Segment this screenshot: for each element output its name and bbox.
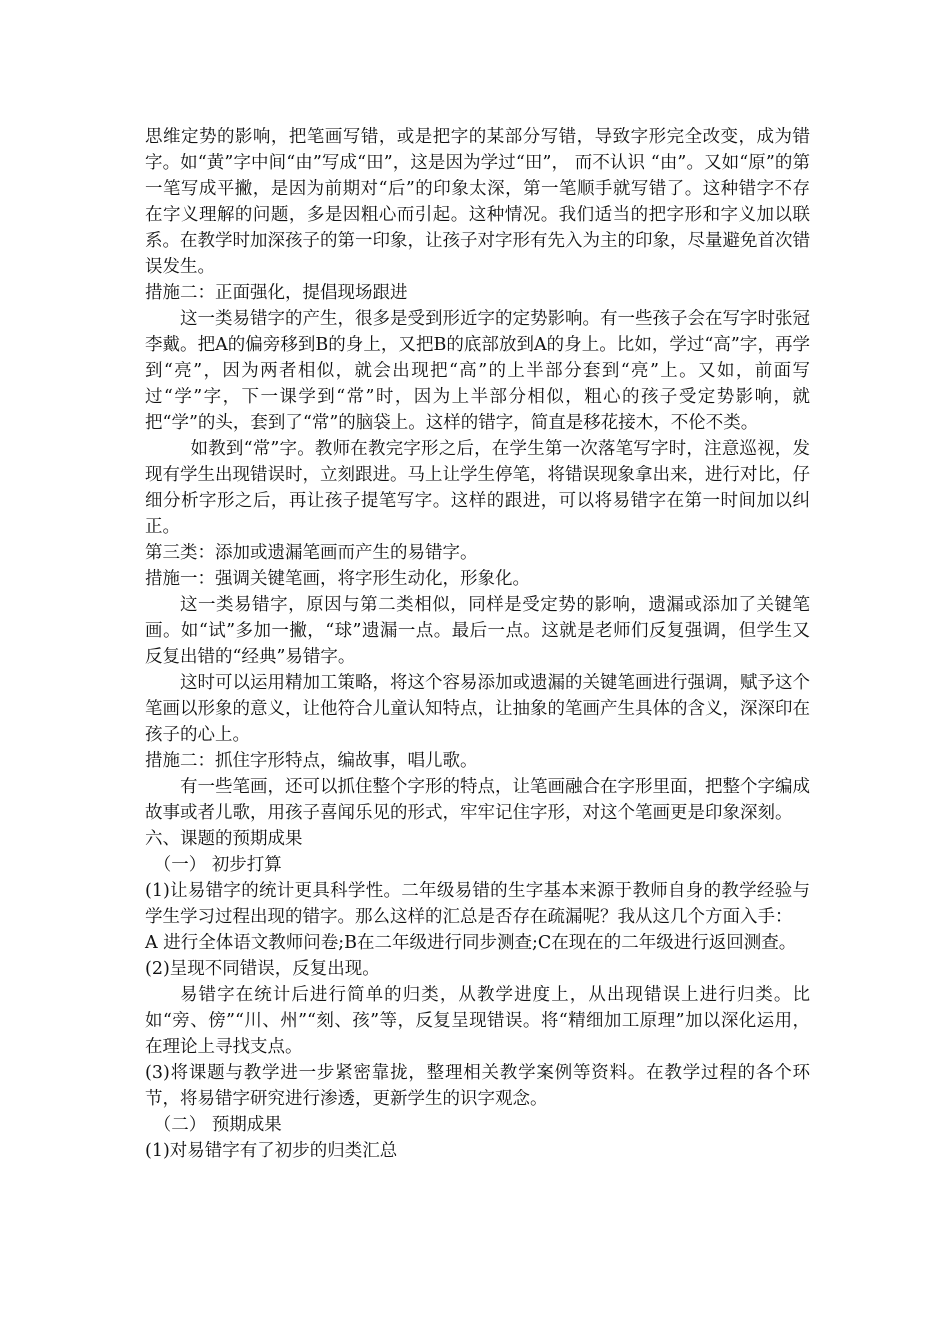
heading-measure-one: 措施一：强调关键笔画，将字形生动化，形象化。 (145, 569, 530, 589)
heading-expected-results: （二） 预期成果 (153, 1115, 282, 1135)
paragraph-elaboration: 这时可以运用精加工策略，将这个容易添加或遗漏的关键笔画进行强调，赋予这个笔画以形象的意义，让他符合儿童认知特点，让抽象的笔画产生具体的含义，深深印在孩子的心上。 (145, 673, 810, 745)
heading-measure-two: 措施二：正面强化，提倡现场跟进 (145, 283, 408, 303)
document-page (145, 124, 810, 1164)
heading-initial-plan: （一） 初步打算 (153, 855, 282, 875)
heading-measure-two-b: 措施二：抓住字形特点，编故事，唱儿歌。 (145, 751, 478, 771)
paragraph-example-chang: 如教到“常”字。教师在教完字形之后，在学生第一次落笔写字时，注意巡视，发现有学生出现错误时，立刻跟进。马上让学生停笔，将错误现象拿出来，进行对比，仔细分析字形之后，再让孩子提笔写字。这样的跟进，可以将易错字在第一时间加以纠正。 (145, 439, 810, 537)
heading-plan-two: (2)呈现不同错误，反复出现。 (145, 959, 380, 979)
paragraph-plan-methods: A 进行全体语文教师问卷;B在二年级进行同步测查;C在现在的二年级进行返回测查。 (145, 933, 797, 953)
heading-section-six: 六、课题的预期成果 (145, 829, 303, 849)
paragraph-classification: 易错字在统计后进行简单的归类，从教学进度上，从出现错误上进行归类。比如“旁、傍”“川、州”“刻、孩”等，反复呈现错误。将“精细加工原理”加以深化运用，在理论上寻找支点。 (145, 985, 810, 1057)
paragraph-plan-three: (3)将课题与教学进一步紧密靠拢，整理相关教学案例等资料。在教学过程的各个环节，将易错字研究进行渗透，更新学生的识字观念。 (145, 1063, 810, 1109)
paragraph-intro: 思维定势的影响，把笔画写错，或是把字的某部分写错，导致字形完全改变，成为错字。如“黄”字中间“由”写成“田”，这是因为学过“田”， 而不认识 “由”。又如“原”的第一笔写成平撇，是因为前期对“后”的印象太深，第一笔顺手就写错了。这种错字不存在字义理解的问题，多是因粗心而引起。这种情况。我们适当的把字形和字义加以联系。在教学时加深孩子的第一印象，让孩子对字形有先入为主的印象，尽量避免首次错误发生。 (145, 127, 810, 277)
heading-category-three: 第三类：添加或遗漏笔画而产生的易错字。 (145, 543, 478, 563)
paragraph-similar-chars: 这一类易错字的产生，很多是受到形近字的定势影响。有一些孩子会在写字时张冠李戴。把A的偏旁移到B的身上，又把B的底部放到A的身上。比如，学过“高”字，再学到“亮”，因为两者相似，就会出现把“高”的上半部分套到“亮”上。又如，前面写过“学”字，下一课学到“常”时，因为上半部分相似，粗心的孩子受定势影响，就把“学”的头，套到了“常”的脑袋上。这样的错字，简直是移花接木，不伦不类。 (145, 309, 810, 433)
paragraph-stories-songs: 有一些笔画，还可以抓住整个字形的特点，让笔画融合在字形里面，把整个字编成故事或者儿歌，用孩子喜闻乐见的形式，牢牢记住字形，对这个笔画更是印象深刻。 (145, 777, 810, 823)
paragraph-result-one: (1)对易错字有了初步的归类汇总 (145, 1141, 398, 1161)
paragraph-plan-one: (1)让易错字的统计更具科学性。二年级易错的生字基本来源于教师自身的教学经验与学生学习过程出现的错字。那么这样的汇总是否存在疏漏呢？我从这几个方面入手： (145, 881, 810, 927)
paragraph-key-strokes: 这一类易错字，原因与第二类相似，同样是受定势的影响，遗漏或添加了关键笔画。如“试”多加一撇，“球”遗漏一点。最后一点。这就是老师们反复强调，但学生又反复出错的“经典”易错字。 (145, 595, 810, 667)
